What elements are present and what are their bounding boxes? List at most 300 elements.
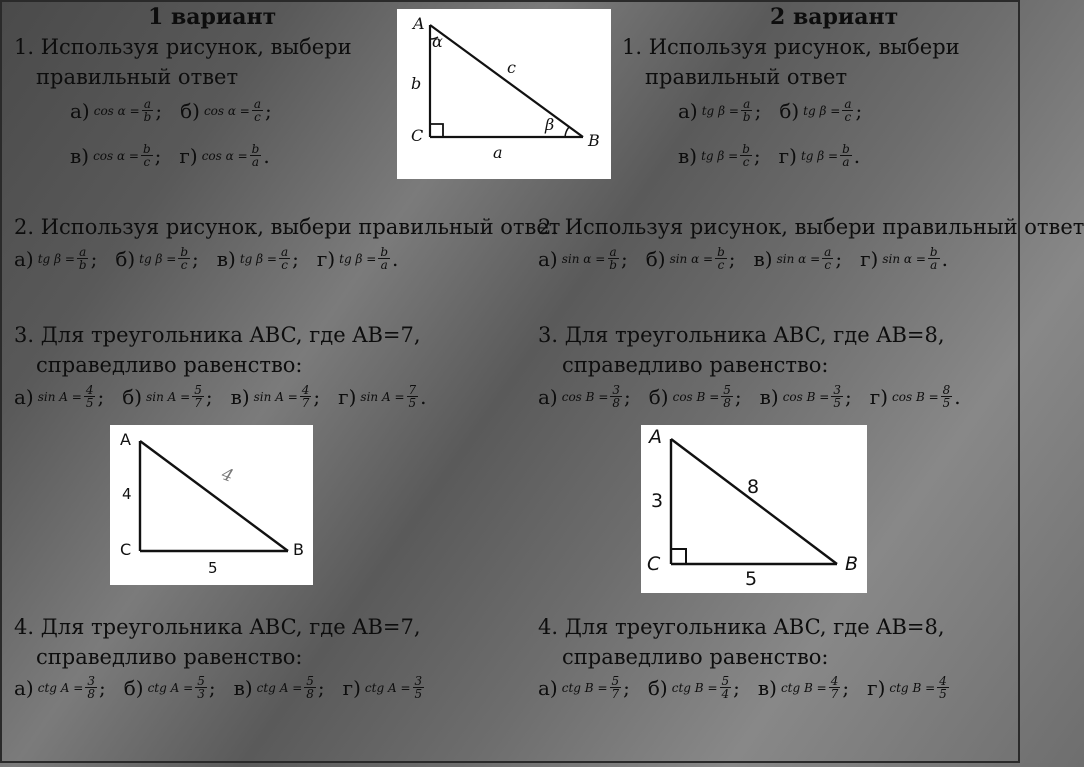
angle-symbol: β	[155, 251, 163, 266]
answer-letter: в)	[230, 384, 250, 409]
function-name: sin	[669, 251, 688, 266]
answer-option[interactable]	[179, 143, 269, 168]
fraction-numerator: 5	[197, 674, 205, 688]
answer-expression	[801, 143, 852, 168]
equals-sign: =	[125, 103, 140, 118]
fraction	[252, 98, 263, 123]
function-name: sin	[37, 389, 56, 404]
fraction-denominator: 5	[85, 396, 94, 410]
answer-letter: в)	[233, 675, 253, 700]
equals-sign: =	[826, 103, 841, 118]
answer-option[interactable]	[124, 675, 216, 700]
answer-punctuation: ;	[317, 675, 325, 700]
v2-q1-line1: 1. Используя рисунок, выбери	[622, 35, 960, 59]
equals-sign: =	[125, 148, 139, 163]
answer-expression	[777, 246, 834, 271]
fraction	[279, 246, 290, 271]
fraction-numerator: a	[253, 97, 262, 111]
fig-top-side-c: c	[507, 58, 516, 77]
angle-symbol: B	[584, 680, 594, 695]
answer-letter: г)	[869, 384, 889, 409]
angle-symbol: α	[117, 103, 126, 118]
v1-q3-line2: справедливо равенство:	[36, 353, 303, 377]
answer-punctuation: ;	[620, 246, 628, 271]
function-name: tg	[139, 251, 152, 266]
function-name: tg	[803, 103, 816, 118]
fraction-denominator: 5	[414, 687, 423, 701]
equals-sign: =	[283, 389, 298, 404]
fraction	[741, 98, 753, 123]
equals-sign: =	[263, 251, 277, 266]
v1-q4-line1: 4. Для треугольника ABC, где AB=7,	[14, 615, 421, 639]
function-name: sin	[360, 389, 379, 404]
answer-expression	[254, 384, 312, 409]
function-name: cos	[782, 389, 803, 404]
angle-symbol: B	[804, 680, 813, 695]
answer-expression	[781, 675, 840, 700]
fraction-denominator: 8	[723, 396, 731, 410]
function-name: ctg	[37, 680, 57, 695]
answer-option[interactable]	[317, 246, 398, 271]
answer-option[interactable]	[538, 246, 628, 271]
fig-v2-side-ab: 8	[747, 476, 760, 498]
answer-letter: в)	[70, 143, 90, 168]
fig-v2-label-a: A	[649, 426, 662, 448]
fig-v2-label-b: B	[845, 553, 859, 575]
fraction	[610, 384, 622, 409]
angle-symbol: β	[355, 251, 363, 266]
fraction	[720, 675, 732, 700]
fraction-denominator: 8	[87, 687, 95, 701]
answer-option[interactable]	[115, 246, 198, 271]
fraction-numerator: 4	[939, 674, 947, 688]
fraction-numerator: a	[79, 245, 87, 259]
angle-symbol: A	[167, 389, 177, 404]
answer-expression	[672, 675, 731, 700]
fraction-numerator: 5	[721, 674, 730, 688]
triangle-figure-v1	[110, 425, 313, 585]
fraction-denominator: c	[824, 258, 832, 272]
fraction	[85, 675, 97, 700]
fraction	[195, 675, 207, 700]
answer-letter: в)	[753, 246, 773, 271]
answer-punctuation: ;	[90, 246, 98, 271]
answer-expression	[240, 246, 290, 271]
angle-symbol: β	[819, 103, 827, 118]
answer-letter: а)	[538, 246, 558, 271]
answer-letter: б)	[122, 384, 143, 409]
answer-letter: а)	[538, 384, 558, 409]
angle-symbol: B	[696, 389, 706, 404]
function-name: ctg	[561, 680, 581, 695]
fraction	[77, 246, 89, 271]
equals-sign: =	[390, 389, 405, 404]
fig-v2-side-ac: 3	[651, 490, 664, 512]
v2-q1-answers-row2	[678, 143, 878, 168]
fraction-numerator: b	[142, 142, 151, 156]
answer-punctuation: ;	[855, 98, 863, 123]
fraction	[829, 675, 841, 700]
answer-option[interactable]	[779, 98, 862, 123]
equals-sign: =	[235, 103, 250, 118]
equals-sign: =	[912, 251, 926, 266]
function-name: cos	[93, 103, 114, 118]
fig-v1-label-c: C	[120, 540, 132, 559]
fraction	[84, 384, 96, 409]
fraction-numerator: 3	[87, 674, 95, 688]
fraction-numerator: b	[929, 245, 938, 259]
angle-symbol: B	[912, 680, 922, 695]
answer-expression	[702, 98, 753, 123]
fraction	[142, 98, 154, 123]
fraction-denominator: c	[254, 110, 261, 124]
answer-option[interactable]	[758, 675, 849, 700]
function-name: tg	[701, 148, 714, 163]
fraction-denominator: c	[281, 258, 288, 272]
fraction-denominator: 7	[194, 396, 202, 410]
answer-option[interactable]	[870, 384, 961, 409]
fraction-denominator: a	[930, 258, 938, 272]
answer-option[interactable]	[678, 98, 761, 123]
answer-letter: а)	[678, 98, 698, 123]
fraction-numerator: a	[844, 97, 852, 111]
answer-option[interactable]	[234, 675, 325, 700]
answer-option[interactable]	[343, 675, 427, 700]
fraction-numerator: 3	[833, 383, 841, 397]
answer-expression	[38, 246, 89, 271]
fraction	[300, 384, 312, 409]
answer-option[interactable]	[14, 384, 104, 409]
answer-letter: б)	[645, 246, 666, 271]
fraction-denominator: b	[742, 110, 751, 124]
fraction-numerator: 4	[830, 674, 839, 688]
angle-symbol: α	[903, 251, 913, 266]
answer-letter: б)	[180, 98, 200, 123]
answer-expression	[339, 246, 390, 271]
answer-punctuation: .	[420, 384, 427, 409]
fraction-denominator: 5	[942, 396, 951, 410]
fraction-denominator: 5	[833, 396, 841, 410]
answer-expression	[94, 98, 154, 123]
answer-option[interactable]	[648, 675, 740, 700]
answer-option[interactable]	[231, 384, 321, 409]
answer-punctuation: ;	[98, 675, 106, 700]
fraction-numerator: a	[280, 245, 289, 259]
function-name: tg	[239, 251, 253, 266]
equals-sign: =	[815, 389, 830, 404]
v1-q1-answers-row1	[70, 98, 290, 123]
angle-symbol: A	[381, 389, 391, 404]
v2-q4-line1: 4. Для треугольника ABC, где AB=8,	[538, 615, 945, 639]
function-name: cos	[892, 389, 913, 404]
function-name: ctg	[256, 680, 276, 695]
function-name: tg	[701, 103, 715, 118]
answer-letter: г)	[179, 143, 198, 168]
equals-sign: =	[924, 389, 939, 404]
answer-option[interactable]	[122, 384, 212, 409]
answer-option[interactable]	[14, 246, 97, 271]
angle-symbol: β	[718, 103, 726, 118]
answer-punctuation: ;	[624, 384, 631, 409]
fraction-numerator: b	[180, 245, 189, 259]
answer-punctuation: ;	[728, 246, 736, 271]
answer-option[interactable]	[70, 143, 161, 168]
function-name: cos	[93, 148, 114, 163]
v2-q1-line2: правильный ответ	[645, 65, 848, 89]
fraction	[141, 143, 153, 168]
fraction	[178, 246, 190, 271]
answer-punctuation: .	[853, 143, 861, 168]
answer-option[interactable]	[867, 675, 951, 700]
answer-option[interactable]	[646, 246, 736, 271]
equals-sign: =	[921, 680, 936, 695]
fraction-denominator: b	[609, 258, 617, 272]
equals-sign: =	[67, 389, 82, 404]
v1-q1-answers-row2	[70, 143, 288, 168]
fraction	[721, 384, 733, 409]
equals-sign: =	[162, 251, 177, 266]
angle-symbol: A	[275, 389, 284, 404]
answer-punctuation: .	[941, 246, 948, 271]
fraction-denominator: a	[251, 155, 260, 169]
fraction-denominator: b	[143, 110, 152, 124]
fraction	[407, 384, 419, 409]
answer-punctuation: ;	[205, 384, 213, 409]
answer-punctuation: ;	[97, 384, 105, 409]
answer-expression	[38, 675, 97, 700]
answer-letter: б)	[647, 675, 668, 700]
answer-punctuation: ;	[835, 246, 843, 271]
answer-option[interactable]	[217, 246, 299, 271]
answer-expression	[365, 675, 424, 700]
angle-symbol: A	[170, 680, 180, 695]
answer-expression	[204, 98, 263, 123]
answer-punctuation: ;	[154, 143, 162, 168]
fraction-numerator: a	[143, 97, 152, 111]
fraction-numerator: 5	[306, 674, 314, 688]
answer-punctuation: .	[392, 246, 399, 271]
fig-top-label-a: A	[413, 14, 425, 33]
answer-letter: а)	[70, 98, 90, 123]
fraction-denominator: c	[143, 155, 151, 169]
fraction-numerator: 5	[194, 383, 202, 397]
angle-symbol: α	[227, 103, 236, 118]
answer-punctuation: ;	[208, 675, 216, 700]
fraction	[413, 675, 425, 700]
equals-sign: =	[806, 251, 821, 266]
answer-letter: б)	[123, 675, 144, 700]
answer-option[interactable]	[180, 98, 272, 123]
answer-punctuation: ;	[753, 143, 761, 168]
answer-punctuation: ;	[733, 675, 740, 700]
answer-letter: а)	[538, 675, 558, 700]
angle-symbol: A	[60, 680, 70, 695]
fig-top-side-a: a	[493, 143, 503, 162]
function-name: tg	[339, 251, 352, 266]
answer-punctuation: ;	[623, 675, 630, 700]
equals-sign: =	[396, 680, 411, 695]
answer-expression	[139, 246, 190, 271]
fraction-numerator: a	[609, 245, 617, 259]
answer-letter: г)	[867, 675, 886, 700]
equals-sign: =	[69, 680, 84, 695]
function-name: cos	[561, 389, 582, 404]
answer-option[interactable]	[649, 384, 742, 409]
answer-expression	[701, 143, 752, 168]
equals-sign: =	[724, 148, 739, 163]
answer-expression	[146, 384, 204, 409]
answer-expression	[783, 384, 843, 409]
answer-expression	[38, 384, 96, 409]
answer-punctuation: ;	[313, 384, 321, 409]
answer-letter: а)	[14, 384, 34, 409]
angle-symbol: α	[798, 251, 807, 266]
answer-option[interactable]	[70, 98, 162, 123]
triangle-figure-v2	[641, 425, 867, 593]
answer-punctuation: ;	[192, 246, 199, 271]
fraction-numerator: 8	[942, 383, 951, 397]
answer-expression	[889, 675, 948, 700]
equals-sign: =	[362, 251, 377, 266]
fraction	[840, 143, 852, 168]
angle-symbol: A	[279, 680, 289, 695]
fraction-numerator: 4	[301, 383, 310, 397]
fraction	[937, 675, 949, 700]
function-name: cos	[201, 148, 222, 163]
answer-expression	[803, 98, 853, 123]
fig-v2-label-c: C	[647, 553, 661, 575]
answer-letter: г)	[778, 143, 797, 168]
answer-option[interactable]	[538, 384, 631, 409]
angle-symbol: B	[915, 389, 925, 404]
function-name: cos	[672, 389, 693, 404]
fig-v1-side-cb: 5	[208, 559, 218, 577]
answer-option[interactable]	[860, 246, 948, 271]
answer-expression	[148, 675, 207, 700]
answer-letter: в)	[757, 675, 777, 700]
fraction-numerator: 5	[723, 383, 731, 397]
answer-punctuation: ;	[265, 98, 272, 123]
answer-option[interactable]	[760, 384, 852, 409]
function-name: tg	[800, 148, 814, 163]
fraction-denominator: a	[380, 258, 388, 272]
answer-expression	[892, 384, 952, 409]
answer-option[interactable]	[538, 675, 630, 700]
answer-letter: г)	[338, 384, 357, 409]
fig-top-alpha: α	[432, 32, 443, 51]
function-name: sin	[776, 251, 795, 266]
answer-option[interactable]	[779, 143, 860, 168]
answer-letter: г)	[342, 675, 361, 700]
fraction-denominator: c	[180, 258, 188, 272]
fraction-numerator: 7	[408, 383, 417, 397]
answer-expression	[202, 143, 262, 168]
fraction-denominator: 4	[721, 687, 730, 701]
v2-q2-text: 2. Используя рисунок, выбери правильный ответ	[538, 215, 1084, 239]
fraction-numerator: b	[717, 245, 725, 259]
answer-punctuation: ;	[844, 384, 852, 409]
fig-top-beta: β	[545, 115, 555, 134]
answer-punctuation: .	[263, 143, 270, 168]
answer-punctuation: ;	[734, 384, 742, 409]
v1-q2-answers	[14, 246, 416, 271]
equals-sign: =	[812, 680, 827, 695]
equals-sign: =	[61, 251, 75, 266]
answer-expression	[562, 384, 622, 409]
answer-letter: б)	[115, 246, 136, 271]
fraction-denominator: 7	[830, 687, 839, 701]
answer-option[interactable]	[14, 675, 106, 700]
answer-letter: г)	[316, 246, 336, 271]
fig-top-label-c: C	[411, 126, 424, 145]
fraction	[831, 384, 843, 409]
fraction	[842, 98, 853, 123]
function-name: sin	[882, 251, 901, 266]
fraction-denominator: 7	[301, 396, 310, 410]
function-name: ctg	[364, 680, 385, 695]
fraction-numerator: 3	[414, 674, 423, 688]
answer-option[interactable]	[338, 384, 426, 409]
fraction-numerator: b	[842, 142, 850, 156]
answer-option[interactable]	[678, 143, 761, 168]
fraction-denominator: 7	[611, 687, 620, 701]
fraction	[610, 675, 622, 700]
equals-sign: =	[699, 251, 714, 266]
answer-letter: б)	[648, 384, 669, 409]
angle-symbol: α	[225, 148, 234, 163]
answer-punctuation: ;	[754, 98, 762, 123]
angle-symbol: B	[694, 680, 704, 695]
fraction-denominator: c	[742, 155, 750, 169]
equals-sign: =	[703, 680, 718, 695]
answer-expression	[670, 246, 727, 271]
fig-v2-side-cb: 5	[745, 568, 758, 590]
angle-symbol: B	[806, 389, 816, 404]
equals-sign: =	[288, 680, 303, 695]
fraction-numerator: b	[251, 142, 260, 156]
answer-expression	[360, 384, 418, 409]
v1-q4-answers	[14, 675, 444, 700]
triangle-figure-abc-alpha-beta	[397, 9, 611, 179]
angle-symbol: β	[717, 148, 725, 163]
v1-q3-line1: 3. Для треугольника ABC, где AB=7,	[14, 323, 421, 347]
fraction-numerator: 3	[612, 383, 621, 397]
angle-symbol: β	[817, 148, 825, 163]
fraction-denominator: 3	[197, 687, 205, 701]
function-name: sin	[253, 389, 272, 404]
answer-letter: в)	[759, 384, 779, 409]
fraction-numerator: b	[380, 245, 389, 259]
v2-q1-answers-row1	[678, 98, 880, 123]
fig-v1-side-ab-handwritten: 4	[218, 464, 236, 487]
answer-expression	[562, 675, 621, 700]
answer-expression	[93, 143, 153, 168]
v1-q3-answers	[14, 384, 445, 409]
answer-punctuation: ;	[155, 98, 163, 123]
answer-letter: а)	[14, 675, 34, 700]
v1-q4-line2: справедливо равенство:	[36, 645, 303, 669]
function-name: sin	[561, 251, 580, 266]
v1-q1-line1: 1. Используя рисунок, выбери	[14, 35, 352, 59]
equals-sign: =	[824, 148, 839, 163]
answer-option[interactable]	[754, 246, 843, 271]
v2-q2-answers	[538, 246, 966, 271]
fraction-denominator: 8	[612, 396, 621, 410]
fraction-denominator: b	[78, 258, 87, 272]
answer-expression	[882, 246, 939, 271]
fraction-denominator: 5	[408, 396, 417, 410]
fraction-denominator: 8	[306, 687, 314, 701]
